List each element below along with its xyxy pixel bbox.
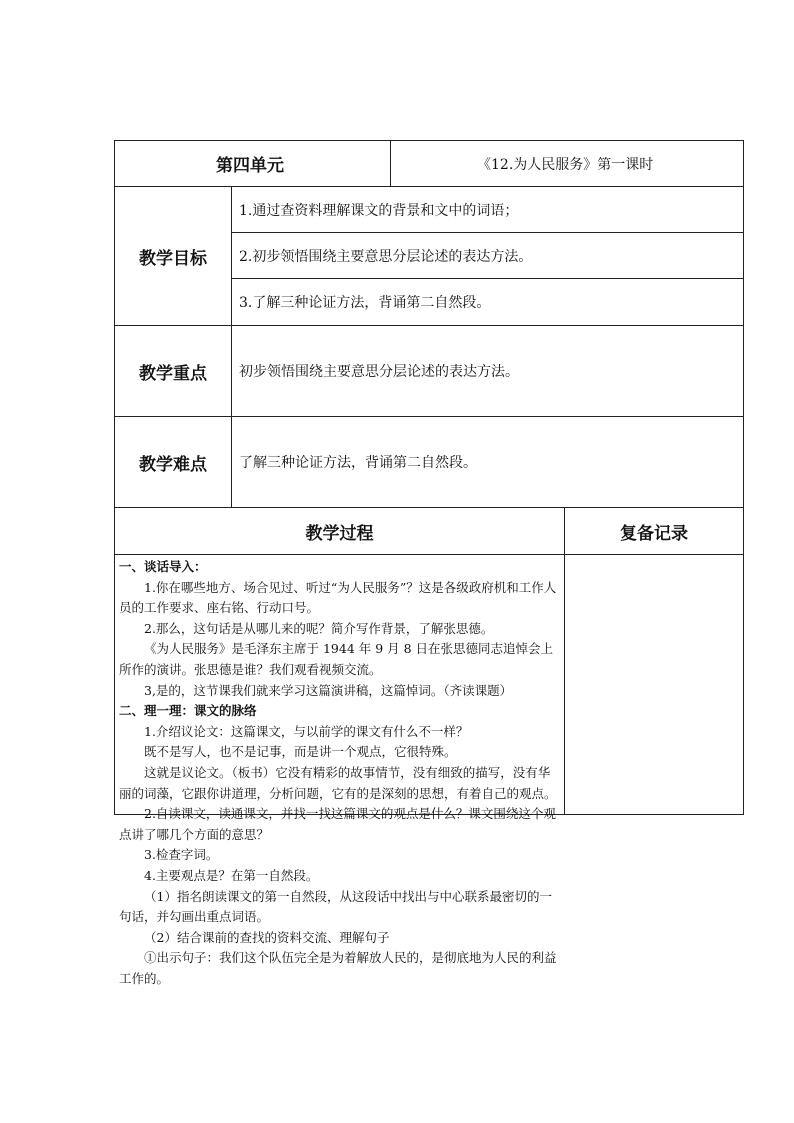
process-paragraph: 1.介绍议论文：这篇课文，与以前学的课文有什么不一样？ [144, 723, 469, 739]
process-paragraph: 既不是写人，也不是记事，而是讲一个观点，它很特殊。 [144, 744, 457, 760]
key-point-text: 初步领悟围绕主要意思分层论述的表达方法。 [239, 364, 519, 380]
process-header-cell [114, 507, 565, 555]
goals-label: 教学目标 [139, 248, 207, 269]
notes-label: 复备记录 [620, 523, 688, 544]
process-label: 教学过程 [305, 523, 374, 544]
process-paragraph: 这就是议论文。（板书）它没有精彩的故事情节，没有细致的描写，没有华丽的词藻，它跟你讲道理，分析问题，它有的是深刻的思想，有着自己的观点。 [119, 764, 557, 801]
key-point-cell [231, 325, 744, 417]
goal-item-3: 3.了解三种论证方法，背诵第二自然段。 [231, 278, 744, 326]
process-paragraph: （2）结合课前的查找的资料交流、理解句子 [144, 929, 390, 945]
goals-label-cell [114, 186, 232, 326]
process-paragraph: 2.那么，这句话是从哪儿来的呢？简介写作背景，了解张思德。 [144, 620, 494, 636]
key-point-label-cell [114, 325, 232, 417]
difficulty-label: 教学难点 [139, 454, 207, 475]
difficulty-text: 了解三种论证方法，背诵第二自然段。 [239, 455, 477, 471]
notes-header-cell [564, 507, 744, 555]
difficulty-cell [231, 416, 744, 508]
goal-item-2: 2.初步领悟围绕主要意思分层论述的表达方法。 [231, 232, 744, 279]
process-paragraph: ①出示句子：我们这个队伍完全是为着解放人民的，是彻底地为人民的利益工作的。 [119, 950, 557, 986]
goal-item-1: 1.通过查资料理解课文的背景和文中的词语； [231, 186, 744, 233]
lesson-title: 《12.为人民服务》第一课时 [477, 156, 654, 173]
unit-cell [114, 140, 391, 187]
process-paragraph: 《为人民服务》是毛泽东主席于 1944 年 9 月 8 日在张思德同志追悼会上所作的演讲。张思德是谁？我们观看视频交流。 [119, 641, 554, 677]
process-body-cell [114, 554, 565, 986]
lesson-plan-table [114, 140, 744, 986]
unit-title: 第四单元 [216, 156, 284, 176]
process-paragraph: 3,是的，这节课我们就来学习这篇演讲稿，这篇悼词。（齐读课题） [144, 682, 513, 698]
notes-body-cell [564, 554, 744, 815]
process-paragraph: 4.主要观点是？在第一自然段。 [144, 867, 319, 883]
difficulty-label-cell [114, 416, 232, 508]
process-paragraph: 1.你在哪些地方、场合见过、听过“为人民服务”？这是各级政府机和工作人员的工作要求、座右铭、行动口号。 [119, 579, 557, 616]
lesson-cell [390, 140, 744, 187]
process-paragraph: （1）指名朗读课文的第一自然段，从这段话中找出与中心联系最密切的一句话，并勾画出重点词语。 [119, 888, 552, 925]
section-heading: 二、理一理：课文的脉络 [119, 703, 257, 719]
section-heading: 一、谈话导入： [119, 559, 207, 574]
key-point-label: 教学重点 [139, 363, 207, 384]
process-paragraph: 3.检查字词。 [144, 847, 219, 863]
process-paragraph: 2.自读课文，读通课文，并找一找这篇课文的观点是什么？课文围绕这个观点讲了哪几个方面的意思？ [119, 806, 556, 842]
